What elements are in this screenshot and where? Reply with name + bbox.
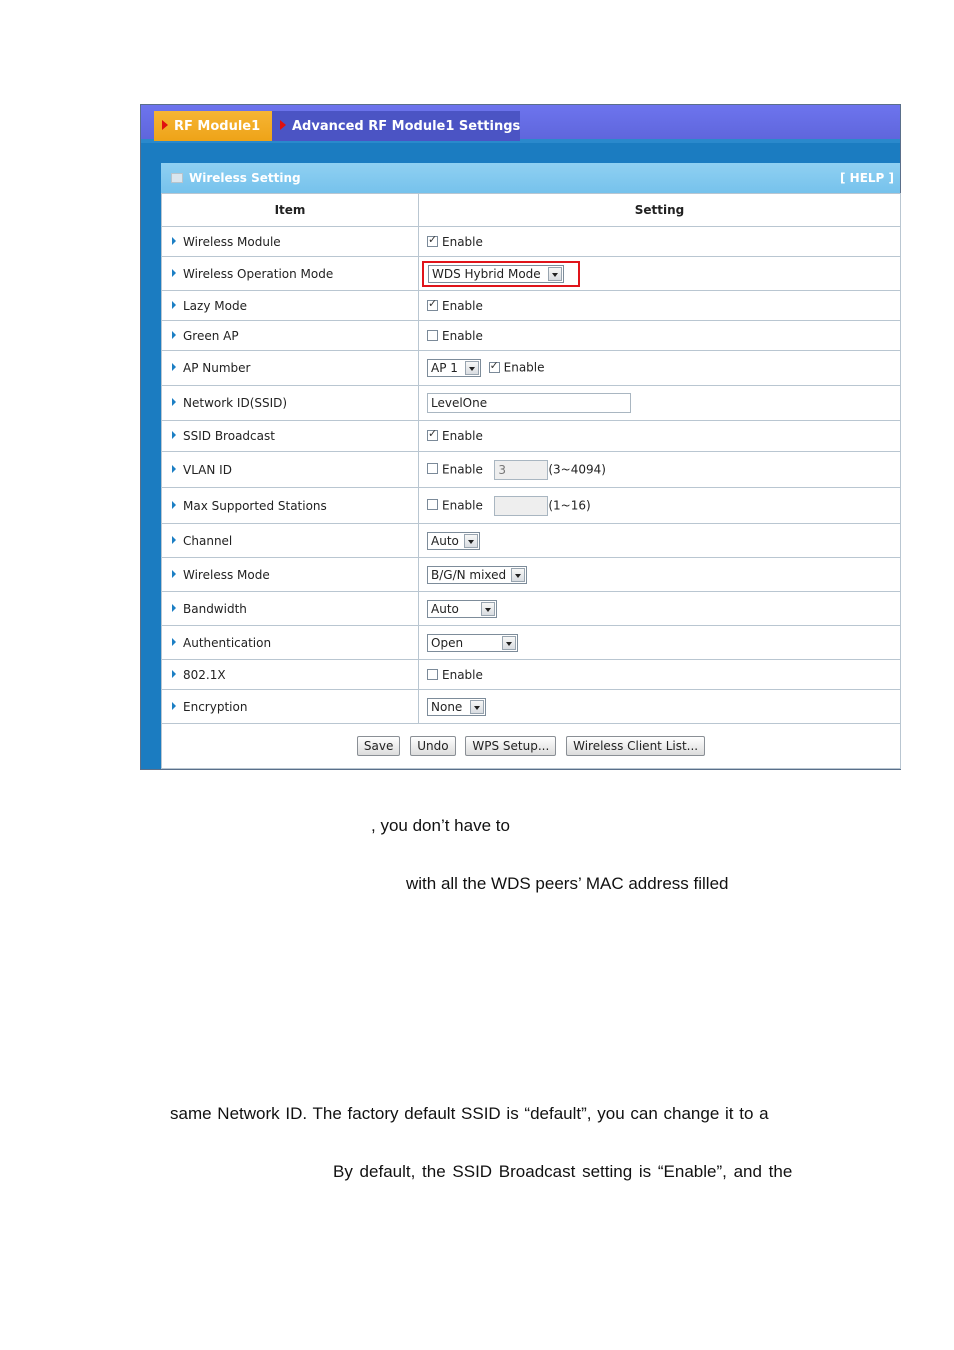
tab-advanced-rf-settings[interactable]	[272, 111, 520, 141]
channel-select[interactable]	[427, 532, 480, 550]
chevron-down-icon	[465, 361, 479, 375]
bullet-arrow-icon	[172, 431, 176, 439]
wps-setup-button[interactable]: WPS Setup...	[465, 736, 556, 756]
operation-mode-select[interactable]	[428, 265, 564, 283]
checkbox-label: Enable	[442, 234, 483, 249]
bullet-arrow-icon	[172, 363, 176, 371]
bullet-arrow-icon	[172, 465, 176, 473]
bullet-arrow-icon	[172, 269, 176, 277]
row-label: 802.1X	[183, 667, 226, 682]
wireless-card-icon	[171, 173, 183, 183]
table-row	[162, 690, 901, 724]
bullet-arrow-icon	[172, 604, 176, 612]
table-row	[162, 291, 901, 321]
table-row	[162, 227, 901, 257]
select-value: Auto	[431, 533, 459, 548]
row-label: Green AP	[183, 328, 239, 343]
green-ap-enable-checkbox[interactable]	[427, 330, 438, 341]
max-stations-range-hint: (1~16)	[548, 498, 591, 512]
bullet-arrow-icon	[172, 670, 176, 678]
max-stations-input[interactable]	[494, 496, 548, 516]
bullet-arrow-icon	[172, 536, 176, 544]
ap-number-enable-checkbox[interactable]	[489, 362, 500, 373]
tab-rf-module1[interactable]	[154, 111, 272, 141]
wireless-mode-select[interactable]	[427, 566, 527, 584]
bullet-arrow-icon	[172, 501, 176, 509]
checkbox-label: Enable	[503, 360, 545, 375]
column-header-item: Item	[162, 194, 419, 227]
bullet-arrow-icon	[172, 702, 176, 710]
select-value: AP 1	[431, 361, 458, 375]
ssid-input[interactable]: LevelOne	[427, 393, 631, 413]
panel-header	[161, 163, 900, 193]
authentication-select[interactable]	[427, 634, 518, 652]
vlan-range-hint: (3~4094)	[548, 462, 606, 476]
doc-text-line: By default, the SSID Broadcast setting is “Enable”, and the	[333, 1162, 793, 1181]
checkbox-label: Enable	[442, 429, 483, 443]
doc-text-line: , you don’t have to	[371, 816, 510, 835]
save-button[interactable]: Save	[357, 736, 400, 756]
doc-text-line: same Network ID. The factory default SSID is “default”, you can change it to a	[170, 1104, 769, 1123]
bullet-arrow-icon	[172, 398, 176, 406]
select-value: WDS Hybrid Mode	[432, 266, 541, 281]
row-label: SSID Broadcast	[183, 429, 275, 443]
chevron-down-icon	[470, 700, 484, 714]
row-label: Bandwidth	[183, 601, 247, 616]
arrow-icon	[162, 120, 168, 130]
checkbox-label: Enable	[442, 328, 483, 343]
wireless-client-list-button[interactable]: Wireless Client List...	[566, 736, 705, 756]
vlan-id-input[interactable]: 3	[494, 460, 548, 480]
column-header-setting: Setting	[419, 194, 901, 227]
bullet-arrow-icon	[172, 331, 176, 339]
bullet-arrow-icon	[172, 301, 176, 309]
select-value: Auto	[431, 601, 459, 616]
checkbox-label: Enable	[442, 462, 483, 476]
tab-label: Advanced RF Module1 Settings	[292, 119, 521, 134]
table-row	[162, 351, 901, 386]
chevron-down-icon	[548, 267, 562, 281]
encryption-select[interactable]	[427, 698, 486, 716]
router-config-frame	[140, 104, 901, 770]
select-value: B/G/N mixed	[431, 567, 507, 582]
bullet-arrow-icon	[172, 237, 176, 245]
chevron-down-icon	[511, 568, 525, 582]
chevron-down-icon	[464, 534, 478, 548]
row-label: Wireless Mode	[183, 567, 270, 582]
highlight-box	[422, 261, 580, 287]
settings-table	[161, 193, 901, 769]
undo-button[interactable]: Undo	[410, 736, 455, 756]
table-row	[162, 257, 901, 291]
select-value: Open	[431, 635, 464, 650]
row-label: Network ID(SSID)	[183, 396, 288, 410]
chevron-down-icon	[502, 636, 516, 650]
bullet-arrow-icon	[172, 570, 176, 578]
checkbox-label: Enable	[442, 667, 483, 682]
ap-number-select[interactable]	[427, 359, 481, 377]
button-row	[162, 724, 901, 769]
arrow-icon	[280, 120, 286, 130]
chevron-down-icon	[481, 602, 495, 616]
table-row	[162, 592, 901, 626]
select-value: None	[431, 699, 463, 714]
row-label: Lazy Mode	[183, 298, 247, 313]
row-label: Wireless Module	[183, 234, 281, 249]
row-label: Max Supported Stations	[183, 498, 327, 513]
row-label: VLAN ID	[183, 462, 232, 477]
ssid-broadcast-enable-checkbox[interactable]	[427, 430, 438, 441]
table-row	[162, 660, 901, 690]
doc-text-line: with all the WDS peers’ MAC address filled	[406, 874, 729, 893]
panel-title: Wireless Setting	[189, 171, 301, 185]
dot1x-enable-checkbox[interactable]	[427, 669, 438, 680]
table-row	[162, 452, 901, 488]
table-row	[162, 421, 901, 452]
wireless-setting-panel	[161, 163, 900, 769]
wireless-module-enable-checkbox[interactable]	[427, 236, 438, 247]
row-label: Channel	[183, 533, 233, 548]
row-label: AP Number	[183, 361, 251, 375]
table-row	[162, 321, 901, 351]
tab-label: RF Module1	[174, 119, 261, 134]
checkbox-label: Enable	[442, 498, 483, 512]
table-row	[162, 488, 901, 524]
row-label: Wireless Operation Mode	[183, 266, 334, 281]
checkbox-label: Enable	[442, 298, 483, 313]
vlan-enable-checkbox[interactable]	[427, 463, 438, 474]
row-label: Authentication	[183, 635, 272, 650]
bullet-arrow-icon	[172, 638, 176, 646]
lazy-mode-enable-checkbox[interactable]	[427, 300, 438, 311]
tab-bar	[141, 105, 900, 143]
table-row	[162, 386, 901, 421]
table-row	[162, 524, 901, 558]
table-row	[162, 558, 901, 592]
table-row	[162, 626, 901, 660]
row-label: Encryption	[183, 699, 248, 714]
max-stations-enable-checkbox[interactable]	[427, 499, 438, 510]
help-link[interactable]: [ HELP ]	[839, 171, 894, 185]
bandwidth-select[interactable]	[427, 600, 497, 618]
